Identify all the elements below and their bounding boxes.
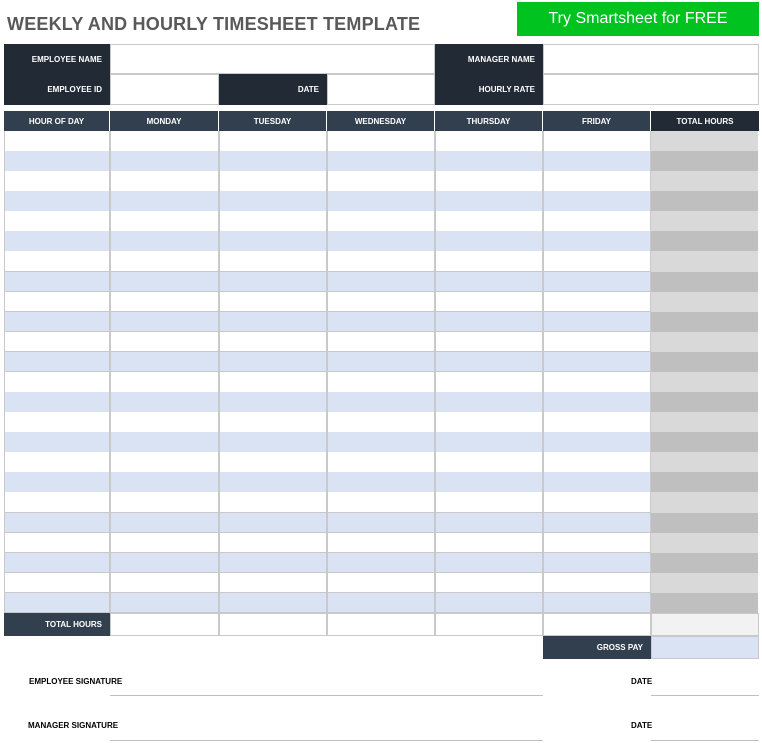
- hour-cell[interactable]: [219, 231, 327, 252]
- hour-cell[interactable]: [435, 131, 543, 152]
- hour-cell[interactable]: [219, 472, 327, 493]
- employee-signature-date-line[interactable]: [651, 695, 759, 696]
- hour-cell[interactable]: [543, 292, 651, 313]
- hour-cell[interactable]: [543, 211, 651, 232]
- day-total-cell: [543, 613, 651, 636]
- total-hours-cell: [651, 272, 759, 293]
- hour-cell[interactable]: [327, 211, 435, 232]
- hour-cell[interactable]: [435, 211, 543, 232]
- hour-cell[interactable]: [110, 191, 219, 212]
- hour-cell[interactable]: [435, 151, 543, 172]
- hour-cell[interactable]: [110, 272, 219, 293]
- hour-cell[interactable]: [327, 332, 435, 353]
- hour-cell[interactable]: [435, 191, 543, 212]
- hour-cell[interactable]: [435, 392, 543, 413]
- total-hours-cell: [651, 492, 759, 513]
- hour-cell[interactable]: [219, 251, 327, 272]
- hour-cell[interactable]: [219, 171, 327, 192]
- hour-cell[interactable]: [110, 412, 219, 433]
- hour-cell[interactable]: [543, 171, 651, 192]
- column-header-hour-of-day: HOUR OF DAY: [4, 111, 110, 131]
- hour-cell[interactable]: [435, 231, 543, 252]
- hour-cell[interactable]: [110, 231, 219, 252]
- hour-cell[interactable]: [435, 452, 543, 473]
- hour-cell[interactable]: [219, 593, 327, 614]
- hour-cell[interactable]: [219, 553, 327, 574]
- hour-cell[interactable]: [110, 312, 219, 333]
- employee-name-field[interactable]: [110, 44, 435, 74]
- total-hours-label: TOTAL HOURS: [4, 613, 110, 636]
- hour-cell[interactable]: [4, 131, 110, 152]
- page-title: WEEKLY AND HOURLY TIMESHEET TEMPLATE: [7, 14, 421, 34]
- hour-cell[interactable]: [219, 211, 327, 232]
- hour-cell[interactable]: [327, 492, 435, 513]
- grand-total-cell: [651, 613, 759, 636]
- hour-cell[interactable]: [327, 251, 435, 272]
- hour-cell[interactable]: [435, 372, 543, 393]
- hour-cell[interactable]: [219, 372, 327, 393]
- hour-cell[interactable]: [435, 533, 543, 554]
- hour-cell[interactable]: [543, 332, 651, 353]
- hour-cell[interactable]: [219, 151, 327, 172]
- hour-cell[interactable]: [110, 352, 219, 373]
- column-header-tuesday: TUESDAY: [219, 111, 327, 131]
- hour-cell[interactable]: [110, 211, 219, 232]
- total-hours-cell: [651, 151, 759, 172]
- total-hours-cell: [651, 171, 759, 192]
- gross-pay-value: [651, 636, 759, 659]
- day-total-cell: [219, 613, 327, 636]
- hourly-rate-label: HOURLY RATE: [435, 74, 543, 105]
- employee-signature-label: EMPLOYEE SIGNATURE: [29, 677, 123, 686]
- hour-cell[interactable]: [435, 272, 543, 293]
- column-header-thursday: THURSDAY: [435, 111, 543, 131]
- hour-cell[interactable]: [435, 292, 543, 313]
- hour-cell[interactable]: [4, 432, 110, 453]
- employee-signature-line[interactable]: [110, 695, 543, 696]
- total-hours-cell: [651, 211, 759, 232]
- hour-cell[interactable]: [543, 312, 651, 333]
- hour-cell[interactable]: [327, 593, 435, 614]
- hour-cell[interactable]: [4, 593, 110, 614]
- hour-cell[interactable]: [543, 553, 651, 574]
- hour-cell[interactable]: [327, 231, 435, 252]
- hour-cell[interactable]: [110, 131, 219, 152]
- hour-cell[interactable]: [543, 151, 651, 172]
- hour-cell[interactable]: [435, 312, 543, 333]
- hour-cell[interactable]: [543, 573, 651, 594]
- hour-cell[interactable]: [435, 412, 543, 433]
- hour-cell[interactable]: [327, 533, 435, 554]
- day-total-cell: [435, 613, 543, 636]
- hour-cell[interactable]: [543, 472, 651, 493]
- hour-cell[interactable]: [543, 131, 651, 152]
- hour-cell[interactable]: [543, 492, 651, 513]
- hour-cell[interactable]: [219, 432, 327, 453]
- hour-cell[interactable]: [435, 352, 543, 373]
- hour-cell[interactable]: [4, 452, 110, 473]
- hour-cell[interactable]: [327, 312, 435, 333]
- hour-cell[interactable]: [110, 332, 219, 353]
- column-header-total-hours: TOTAL HOURS: [651, 111, 759, 131]
- hour-cell[interactable]: [327, 432, 435, 453]
- hour-cell[interactable]: [4, 412, 110, 433]
- total-hours-cell: [651, 593, 759, 614]
- hour-cell[interactable]: [435, 171, 543, 192]
- employee-signature-date-label: DATE: [631, 677, 653, 686]
- hour-cell[interactable]: [110, 492, 219, 513]
- hour-cell[interactable]: [543, 191, 651, 212]
- day-total-cell: [110, 613, 219, 636]
- hour-cell[interactable]: [110, 533, 219, 554]
- total-hours-cell: [651, 131, 759, 152]
- hour-cell[interactable]: [543, 412, 651, 433]
- total-hours-cell: [651, 231, 759, 252]
- hour-cell[interactable]: [4, 151, 110, 172]
- manager-signature-date-label: DATE: [631, 721, 653, 730]
- hour-cell[interactable]: [327, 573, 435, 594]
- hour-cell[interactable]: [327, 352, 435, 373]
- hour-cell[interactable]: [327, 292, 435, 313]
- hour-cell[interactable]: [219, 412, 327, 433]
- hour-cell[interactable]: [219, 191, 327, 212]
- hour-cell[interactable]: [327, 392, 435, 413]
- manager-name-label: MANAGER NAME: [435, 44, 543, 74]
- hour-cell[interactable]: [110, 171, 219, 192]
- hour-cell[interactable]: [219, 452, 327, 473]
- total-hours-cell: [651, 332, 759, 353]
- hour-cell[interactable]: [219, 131, 327, 152]
- hour-cell[interactable]: [4, 372, 110, 393]
- hour-cell[interactable]: [543, 231, 651, 252]
- hour-cell[interactable]: [435, 573, 543, 594]
- hour-cell[interactable]: [543, 372, 651, 393]
- hour-cell[interactable]: [4, 251, 110, 272]
- manager-signature-label: MANAGER SIGNATURE: [28, 721, 119, 730]
- hour-cell[interactable]: [327, 553, 435, 574]
- hour-cell[interactable]: [110, 151, 219, 172]
- total-hours-cell: [651, 412, 759, 433]
- hour-cell[interactable]: [327, 171, 435, 192]
- hour-cell[interactable]: [110, 513, 219, 534]
- employee-name-label: EMPLOYEE NAME: [4, 44, 110, 74]
- total-hours-cell: [651, 312, 759, 333]
- total-hours-cell: [651, 513, 759, 534]
- hour-cell[interactable]: [110, 251, 219, 272]
- hour-cell[interactable]: [219, 573, 327, 594]
- hour-cell[interactable]: [543, 513, 651, 534]
- hour-cell[interactable]: [4, 573, 110, 594]
- employee-id-label: EMPLOYEE ID: [4, 74, 110, 105]
- total-hours-cell: [651, 472, 759, 493]
- manager-name-field[interactable]: [543, 44, 759, 74]
- try-smartsheet-button[interactable]: Try Smartsheet for FREE: [517, 2, 759, 36]
- hour-cell[interactable]: [327, 372, 435, 393]
- hour-cell[interactable]: [4, 352, 110, 373]
- hour-cell[interactable]: [435, 593, 543, 614]
- hour-cell[interactable]: [4, 191, 110, 212]
- hour-cell[interactable]: [219, 492, 327, 513]
- hour-cell[interactable]: [4, 292, 110, 313]
- hour-cell[interactable]: [219, 292, 327, 313]
- hour-cell[interactable]: [4, 553, 110, 574]
- hour-cell[interactable]: [543, 392, 651, 413]
- hour-cell[interactable]: [219, 312, 327, 333]
- hour-cell[interactable]: [435, 332, 543, 353]
- column-header-monday: MONDAY: [110, 111, 219, 131]
- hour-cell[interactable]: [4, 392, 110, 413]
- day-total-cell: [327, 613, 435, 636]
- total-hours-cell: [651, 533, 759, 554]
- total-hours-cell: [651, 553, 759, 574]
- hour-cell[interactable]: [327, 272, 435, 293]
- hour-cell[interactable]: [110, 392, 219, 413]
- hour-cell[interactable]: [543, 272, 651, 293]
- total-hours-cell: [651, 251, 759, 272]
- hour-cell[interactable]: [110, 372, 219, 393]
- hour-cell[interactable]: [4, 312, 110, 333]
- hour-cell[interactable]: [110, 292, 219, 313]
- hour-cell[interactable]: [4, 332, 110, 353]
- hour-cell[interactable]: [110, 432, 219, 453]
- hour-cell[interactable]: [327, 131, 435, 152]
- hour-cell[interactable]: [543, 452, 651, 473]
- hour-cell[interactable]: [543, 593, 651, 614]
- hour-cell[interactable]: [435, 492, 543, 513]
- hour-cell[interactable]: [4, 533, 110, 554]
- hour-cell[interactable]: [4, 272, 110, 293]
- employee-id-field[interactable]: [110, 74, 219, 105]
- hour-cell[interactable]: [327, 452, 435, 473]
- hour-cell[interactable]: [327, 191, 435, 212]
- total-hours-cell: [651, 452, 759, 473]
- hour-cell[interactable]: [219, 513, 327, 534]
- hour-cell[interactable]: [327, 513, 435, 534]
- hour-cell[interactable]: [110, 573, 219, 594]
- hour-cell[interactable]: [543, 533, 651, 554]
- hour-cell[interactable]: [110, 472, 219, 493]
- hour-cell[interactable]: [4, 472, 110, 493]
- total-hours-cell: [651, 292, 759, 313]
- total-hours-cell: [651, 372, 759, 393]
- hour-cell[interactable]: [435, 553, 543, 574]
- hour-cell[interactable]: [110, 452, 219, 473]
- date-label: DATE: [219, 74, 327, 105]
- hour-cell[interactable]: [219, 392, 327, 413]
- hour-cell[interactable]: [219, 352, 327, 373]
- date-field[interactable]: [327, 74, 435, 105]
- column-header-friday: FRIDAY: [543, 111, 651, 131]
- hour-cell[interactable]: [543, 352, 651, 373]
- total-hours-cell: [651, 573, 759, 594]
- gross-pay-label: GROSS PAY: [543, 636, 651, 659]
- hour-cell[interactable]: [219, 332, 327, 353]
- manager-signature-date-line[interactable]: [651, 740, 759, 741]
- hour-cell[interactable]: [543, 432, 651, 453]
- hour-cell[interactable]: [435, 472, 543, 493]
- total-hours-cell: [651, 392, 759, 413]
- hour-cell[interactable]: [4, 231, 110, 252]
- hour-cell[interactable]: [219, 533, 327, 554]
- manager-signature-line[interactable]: [110, 740, 543, 741]
- hour-cell[interactable]: [110, 553, 219, 574]
- hour-cell[interactable]: [4, 492, 110, 513]
- hour-cell[interactable]: [435, 513, 543, 534]
- column-header-wednesday: WEDNESDAY: [327, 111, 435, 131]
- hour-cell[interactable]: [327, 472, 435, 493]
- hourly-rate-field[interactable]: [543, 74, 759, 105]
- hour-cell[interactable]: [543, 251, 651, 272]
- hour-cell[interactable]: [219, 272, 327, 293]
- hour-cell[interactable]: [110, 593, 219, 614]
- hour-cell[interactable]: [4, 211, 110, 232]
- total-hours-cell: [651, 432, 759, 453]
- hour-cell[interactable]: [327, 151, 435, 172]
- hour-cell[interactable]: [4, 513, 110, 534]
- hour-cell[interactable]: [4, 171, 110, 192]
- total-hours-cell: [651, 352, 759, 373]
- hour-cell[interactable]: [435, 251, 543, 272]
- total-hours-cell: [651, 191, 759, 212]
- hour-cell[interactable]: [435, 432, 543, 453]
- hour-cell[interactable]: [327, 412, 435, 433]
